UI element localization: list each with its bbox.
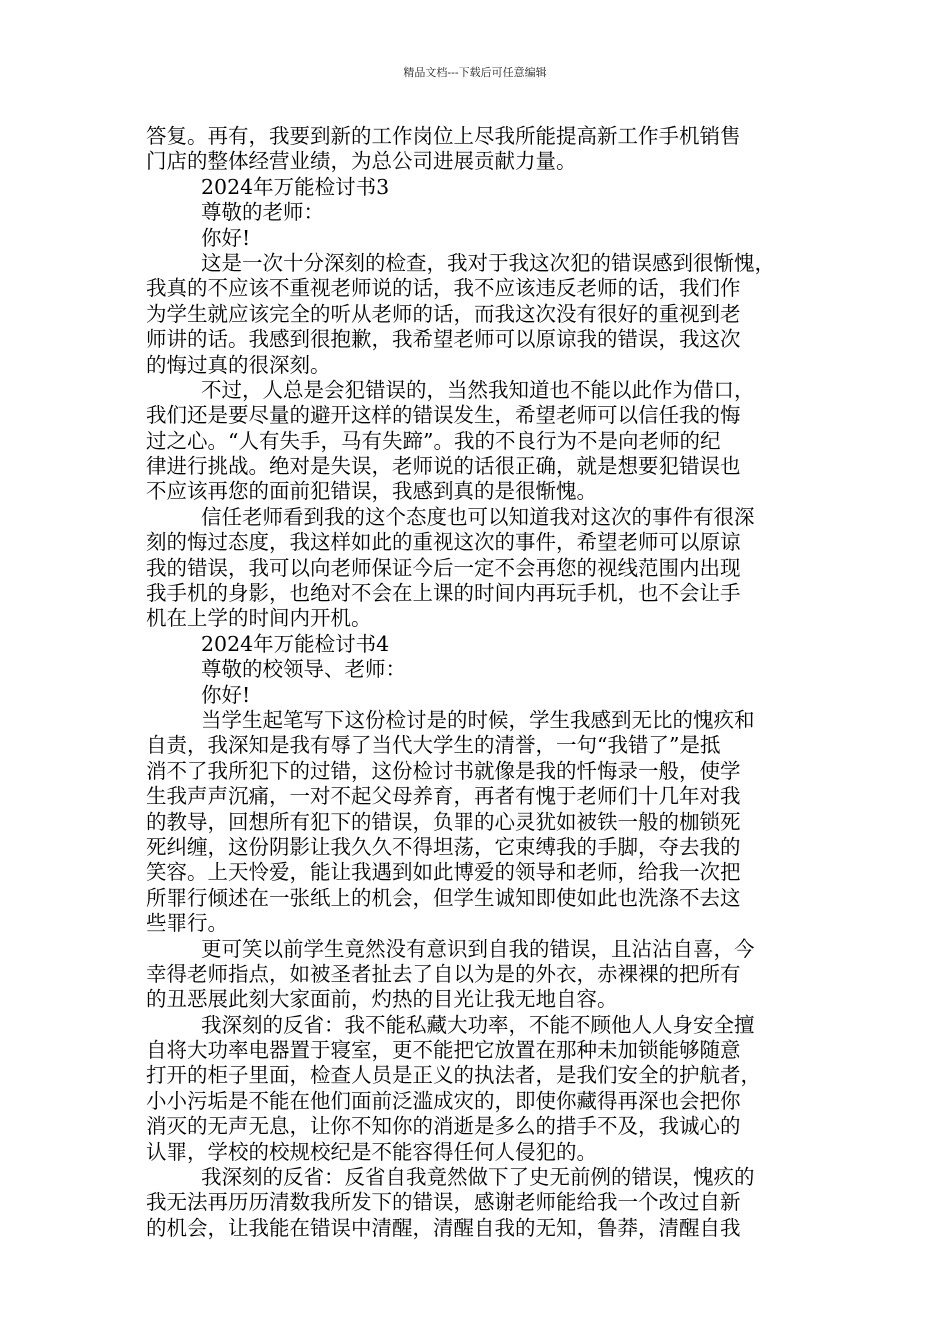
text-line: 机在上学的时间内开机。 [146,606,372,631]
text-line: 更可笑以前学生竟然没有意识到自我的错误，且沾沾自喜，今 [201,936,755,961]
text-line: 不应该再您的面前犯错误，我感到真的是很惭愧。 [146,479,597,504]
text-line: 消不了我所犯下的过错，这份检讨书就像是我的忏悔录一般，使学 [146,758,741,783]
text-line: 所罪行倾述在一张纸上的机会，但学生诚知即使如此也洗涤不去这 [146,885,741,910]
text-line: 门店的整体经营业绩，为总公司进展贡献力量。 [146,149,577,174]
text-line: 答复。再有，我要到新的工作岗位上尽我所能提高新工作手机销售 [146,124,741,148]
text-line: 当学生起笔写下这份检讨是的时候，学生我感到无比的愧疚和 [201,707,755,732]
text-line: 不过，人总是会犯错误的，当然我知道也不能以此作为借口， [201,377,755,402]
text-line: 过之心。“人有失手，马有失蹄”。我的不良行为不是向老师的纪 [146,428,721,453]
text-line: 的机会，让我能在错误中清醒，清醒自我的无知，鲁莽，清醒自我 [146,1215,741,1240]
text-line: 的悔过真的很深刻。 [146,352,331,377]
text-line: 师讲的话。我感到很抱歉，我希望老师可以原谅我的错误，我这次 [146,327,741,352]
text-line: 2024年万能检讨书4 [201,631,390,656]
text-line: 消灭的无声无息，让你不知你的消逝是多么的措手不及，我诚心的 [146,1114,741,1139]
text-line: 我无法再历历清数我所发下的错误，感谢老师能给我一个改过自新 [146,1190,741,1215]
text-line: 2024年万能检讨书3 [201,174,390,199]
text-line: 的教导，回想所有犯下的错误，负罪的心灵犹如被铁一般的枷锁死 [146,809,741,834]
text-line: 的丑恶展此刻大家面前，灼热的目光让我无地自容。 [146,987,618,1012]
text-line: 我手机的身影，也绝对不会在上课的时间内再玩手机，也不会让手 [146,581,741,606]
page-header: 精品文档---下载后可任意编辑 [403,66,547,79]
text-line: 你好! [201,225,251,250]
text-line: 律进行挑战。绝对是失误，老师说的话很正确，就是想要犯错误也 [146,454,741,479]
text-line: 死纠缠，这份阴影让我久久不得坦荡，它束缚我的手脚，夺去我的 [146,834,741,859]
text-line: 自将大功率电器置于寝室，更不能把它放置在那种未加锁能够随意 [146,1038,741,1063]
text-line: 生我声声沉痛，一对不起父母养育，再者有愧于老师们十几年对我 [146,784,741,809]
document-body [146,124,808,1241]
text-line: 自责，我深知是我有辱了当代大学生的清誉，一句“我错了”是抵 [146,733,721,758]
text-line: 你好! [201,682,251,707]
text-line: 认罪，学校的校规校纪是不能容得任何人侵犯的。 [146,1139,597,1164]
text-line: 我真的不应该不重视老师说的话，我不应该违反老师的话，我们作 [146,276,741,301]
text-line: 为学生就应该完全的听从老师的话，而我这次没有很好的重视到老 [146,301,741,326]
text-line: 我们还是要尽量的避开这样的错误发生，希望老师可以信任我的悔 [146,403,741,428]
text-line: 些罪行。 [146,911,228,936]
text-line: 尊敬的老师： [201,200,324,225]
text-line: 打开的柜子里面，检查人员是正义的执法者，是我们安全的护航者， [146,1063,761,1088]
text-line: 笑容。上天怜爱，能让我遇到如此博爱的领导和老师，给我一次把 [146,860,741,885]
text-line: 我深刻的反省：反省自我竟然做下了史无前例的错误，愧疚的 [201,1165,755,1190]
text-line: 这是一次十分深刻的检查，我对于我这次犯的错误感到很惭愧， [201,250,775,275]
text-line: 幸得老师指点，如被圣者扯去了自以为是的外衣，赤裸裸的把所有 [146,961,741,986]
text-line: 信任老师看到我的这个态度也可以知道我对这次的事件有很深 [201,504,755,529]
text-line: 尊敬的校领导、老师： [201,657,406,682]
text-line: 刻的悔过态度，我这样如此的重视这次的事件，希望老师可以原谅 [146,530,741,555]
text-line: 小小污垢是不能在他们面前泛滥成灾的，即使你藏得再深也会把你 [146,1088,741,1113]
text-line: 我深刻的反省：我不能私藏大功率，不能不顾他人人身安全擅 [201,1012,755,1037]
text-line: 我的错误，我可以向老师保证今后一定不会再您的视线范围内出现 [146,555,741,580]
